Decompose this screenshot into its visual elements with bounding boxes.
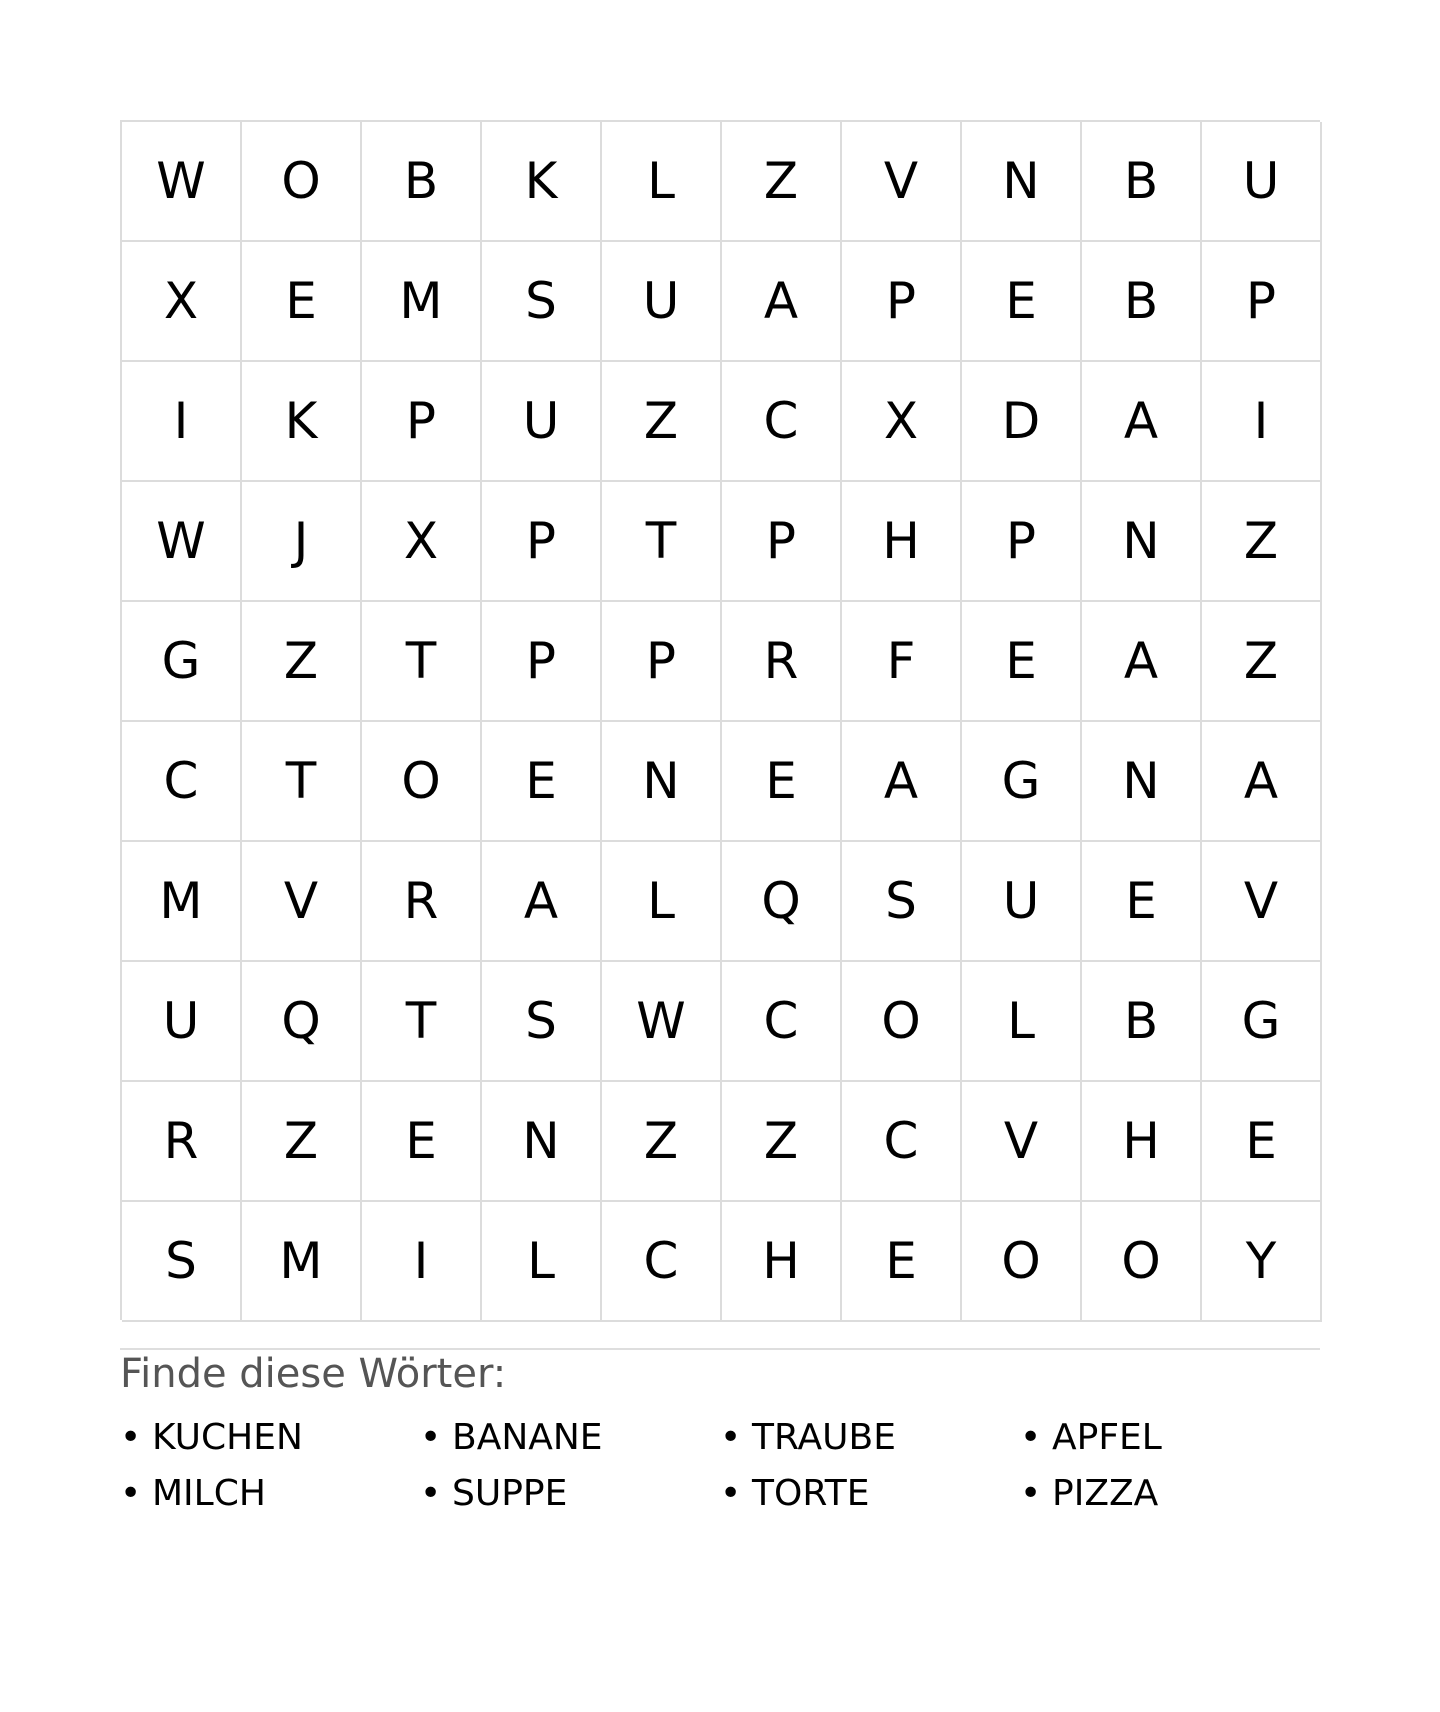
grid-cell[interactable]: O [242, 122, 362, 242]
grid-cell[interactable]: S [482, 242, 602, 362]
grid-cell[interactable]: U [962, 842, 1082, 962]
word-label: KUCHEN [152, 1417, 303, 1458]
grid-cell[interactable]: H [1082, 1082, 1202, 1202]
grid-cell[interactable]: O [962, 1202, 1082, 1322]
grid-cell[interactable]: A [722, 242, 842, 362]
grid-cell[interactable]: M [242, 1202, 362, 1322]
grid-cell[interactable]: X [842, 362, 962, 482]
bullet-icon: • [720, 1473, 742, 1514]
grid-cell[interactable]: E [962, 602, 1082, 722]
grid-cell[interactable]: C [722, 962, 842, 1082]
grid-cell[interactable]: K [482, 122, 602, 242]
grid-cell[interactable]: E [1202, 1082, 1322, 1202]
grid-cell[interactable]: I [362, 1202, 482, 1322]
grid-cell[interactable]: Z [602, 362, 722, 482]
bullet-icon: • [120, 1417, 142, 1458]
grid-cell[interactable]: D [962, 362, 1082, 482]
grid-cell[interactable]: C [842, 1082, 962, 1202]
grid-cell[interactable]: E [1082, 842, 1202, 962]
word-label: PIZZA [1052, 1473, 1159, 1514]
grid-cell[interactable]: A [842, 722, 962, 842]
grid-cell[interactable]: R [362, 842, 482, 962]
grid-cell[interactable]: L [962, 962, 1082, 1082]
bullet-icon: • [420, 1473, 442, 1514]
grid-cell[interactable]: P [722, 482, 842, 602]
grid-cell[interactable]: X [122, 242, 242, 362]
grid-cell[interactable]: G [122, 602, 242, 722]
grid-cell[interactable]: Z [242, 602, 362, 722]
grid-cell[interactable]: U [122, 962, 242, 1082]
word-list-item [720, 1410, 1020, 1466]
grid-cell[interactable]: C [722, 362, 842, 482]
grid-cell[interactable]: E [962, 242, 1082, 362]
grid-cell[interactable]: G [1202, 962, 1322, 1082]
grid-cell[interactable]: E [482, 722, 602, 842]
grid-cell[interactable]: H [842, 482, 962, 602]
grid-cell[interactable]: P [362, 362, 482, 482]
grid-cell[interactable]: V [842, 122, 962, 242]
grid-cell[interactable]: U [602, 242, 722, 362]
grid-cell[interactable]: R [122, 1082, 242, 1202]
grid-cell[interactable]: L [482, 1202, 602, 1322]
word-label: TRAUBE [752, 1417, 896, 1458]
grid-cell[interactable]: T [362, 602, 482, 722]
word-list-item [1020, 1466, 1320, 1522]
grid-cell[interactable]: Z [1202, 602, 1322, 722]
grid-cell[interactable]: A [482, 842, 602, 962]
grid-cell[interactable]: C [122, 722, 242, 842]
grid-cell[interactable]: U [482, 362, 602, 482]
grid-cell[interactable]: Z [242, 1082, 362, 1202]
grid-cell[interactable]: P [842, 242, 962, 362]
grid-cell[interactable]: E [842, 1202, 962, 1322]
grid-cell[interactable]: P [962, 482, 1082, 602]
grid-cell[interactable]: N [482, 1082, 602, 1202]
word-label: MILCH [152, 1473, 266, 1514]
word-list-item [420, 1410, 720, 1466]
grid-cell[interactable]: B [362, 122, 482, 242]
word-list-item [120, 1466, 420, 1522]
word-list-item [420, 1466, 720, 1522]
grid-cell[interactable]: E [242, 242, 362, 362]
grid-cell[interactable]: W [122, 122, 242, 242]
grid-cell[interactable]: W [602, 962, 722, 1082]
grid-cell[interactable]: F [842, 602, 962, 722]
word-label: SUPPE [452, 1473, 568, 1514]
word-label: APFEL [1052, 1417, 1162, 1458]
grid-cell[interactable]: U [1202, 122, 1322, 242]
word-list-title: Finde diese Wörter: [120, 1351, 507, 1397]
grid-cell[interactable]: B [1082, 242, 1202, 362]
grid-cell[interactable]: Y [1202, 1202, 1322, 1322]
bullet-icon: • [420, 1417, 442, 1458]
grid-cell[interactable]: Z [602, 1082, 722, 1202]
grid-cell[interactable]: V [1202, 842, 1322, 962]
bullet-icon: • [1020, 1473, 1042, 1514]
word-list [120, 1410, 1320, 1522]
grid-cell[interactable]: L [602, 842, 722, 962]
grid-cell[interactable]: B [1082, 122, 1202, 242]
bullet-icon: • [120, 1473, 142, 1514]
grid-cell[interactable]: N [1082, 722, 1202, 842]
grid-cell[interactable]: N [962, 122, 1082, 242]
grid-cell[interactable]: M [362, 242, 482, 362]
grid-cell[interactable]: I [122, 362, 242, 482]
grid-cell[interactable]: P [482, 602, 602, 722]
word-list-item [120, 1410, 420, 1466]
word-label: TORTE [752, 1473, 870, 1514]
grid-cell[interactable]: O [842, 962, 962, 1082]
grid-cell[interactable]: V [242, 842, 362, 962]
grid-cell[interactable]: Z [1202, 482, 1322, 602]
bullet-icon: • [1020, 1417, 1042, 1458]
grid-cell[interactable]: P [602, 602, 722, 722]
grid-cell[interactable]: A [1202, 722, 1322, 842]
grid-cell[interactable]: Q [242, 962, 362, 1082]
grid-cell[interactable]: W [122, 482, 242, 602]
grid-cell[interactable]: E [362, 1082, 482, 1202]
grid-cell[interactable]: R [722, 602, 842, 722]
grid-cell[interactable]: E [722, 722, 842, 842]
grid-cell[interactable]: O [1082, 1202, 1202, 1322]
grid-cell[interactable]: G [962, 722, 1082, 842]
grid-cell[interactable]: N [602, 722, 722, 842]
grid-cell[interactable]: K [242, 362, 362, 482]
grid-cell[interactable]: P [1202, 242, 1322, 362]
grid-cell[interactable]: C [602, 1202, 722, 1322]
grid-cell[interactable]: N [1082, 482, 1202, 602]
grid-cell[interactable]: T [602, 482, 722, 602]
grid-cell[interactable]: J [242, 482, 362, 602]
grid-cell[interactable]: H [722, 1202, 842, 1322]
grid-cell[interactable]: A [1082, 602, 1202, 722]
grid-cell[interactable]: I [1202, 362, 1322, 482]
grid-cell[interactable]: T [242, 722, 362, 842]
letter-grid [120, 120, 1320, 1320]
grid-cell[interactable]: Q [722, 842, 842, 962]
grid-cell[interactable]: V [962, 1082, 1082, 1202]
grid-cell[interactable]: T [362, 962, 482, 1082]
grid-cell[interactable]: S [842, 842, 962, 962]
bullet-icon: • [720, 1417, 742, 1458]
grid-cell[interactable]: M [122, 842, 242, 962]
grid-cell[interactable]: O [362, 722, 482, 842]
grid-cell[interactable]: X [362, 482, 482, 602]
word-list-item [720, 1466, 1020, 1522]
grid-cell[interactable]: S [482, 962, 602, 1082]
grid-cell[interactable]: Z [722, 122, 842, 242]
word-list-item [1020, 1410, 1320, 1466]
grid-cell[interactable]: S [122, 1202, 242, 1322]
grid-cell[interactable]: L [602, 122, 722, 242]
grid-cell[interactable]: B [1082, 962, 1202, 1082]
word-label: BANANE [452, 1417, 603, 1458]
grid-cell[interactable]: A [1082, 362, 1202, 482]
grid-cell[interactable]: P [482, 482, 602, 602]
grid-cell[interactable]: Z [722, 1082, 842, 1202]
